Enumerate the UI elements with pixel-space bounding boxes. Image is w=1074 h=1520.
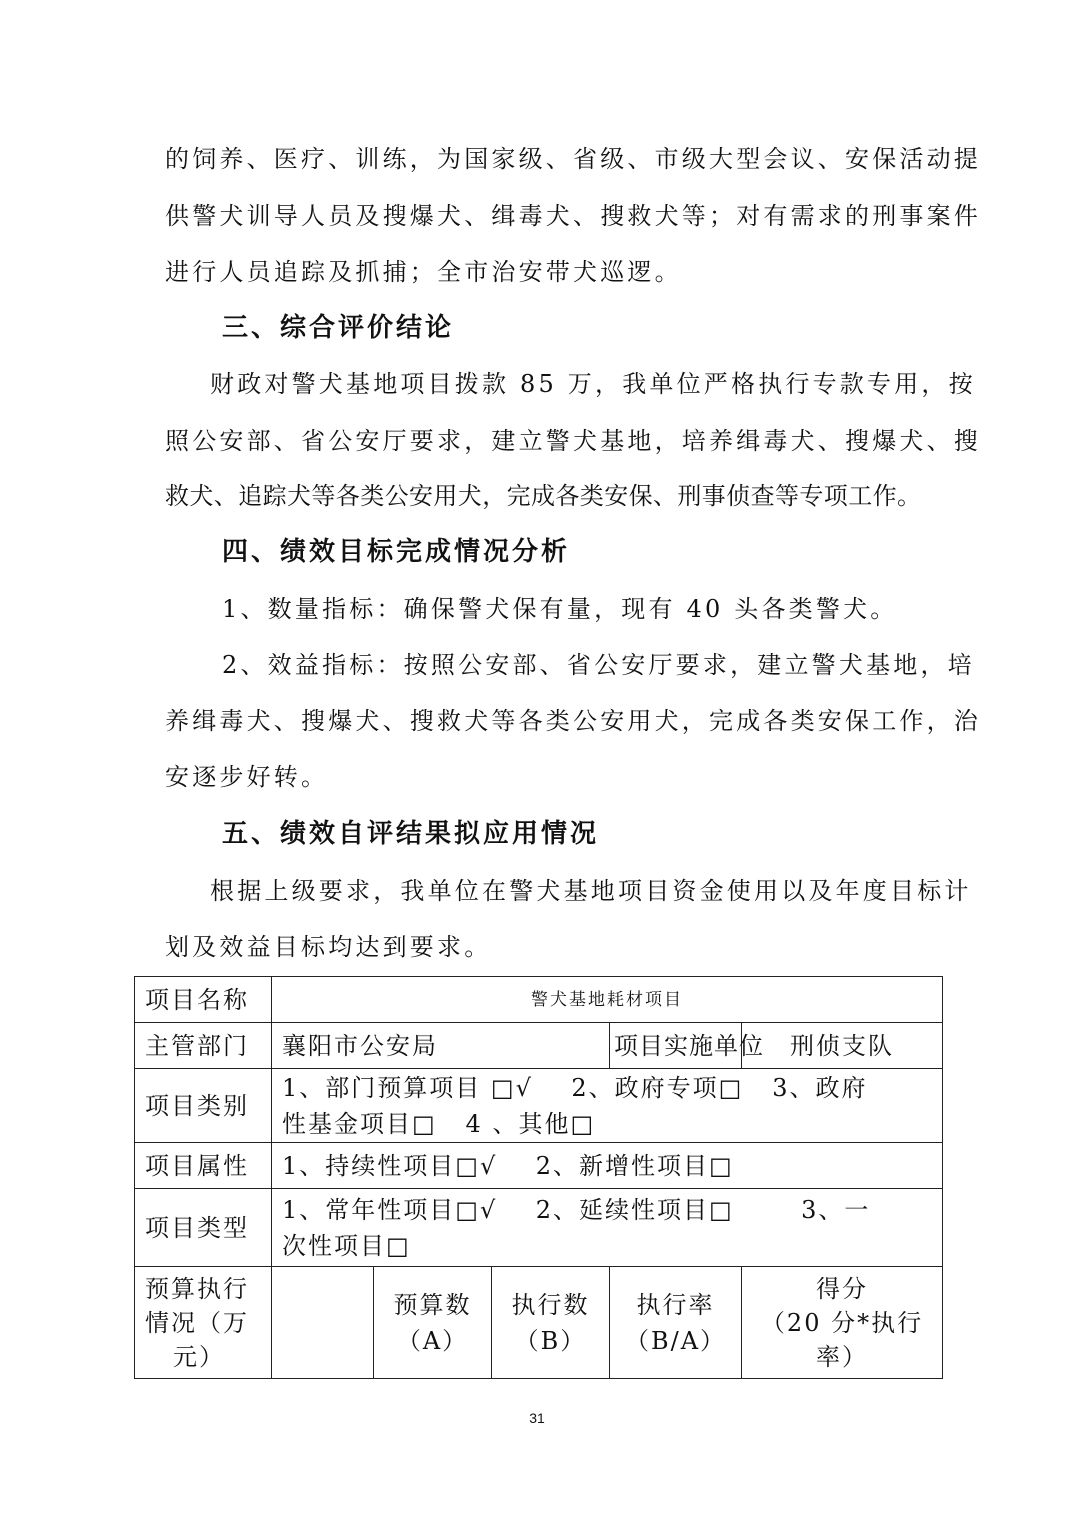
paragraph-line: 1、数量指标：确保警犬保有量，现有 40 头各类警犬。 — [222, 595, 898, 623]
header-line: （B） — [514, 1326, 587, 1355]
impl-unit-label: 项目实施单位 — [610, 1023, 742, 1069]
table-row — [135, 1069, 943, 1143]
header-line: （A） — [396, 1326, 469, 1355]
budget-execution-label — [135, 1267, 272, 1379]
paragraph-line: 财政对警犬基地项目拨款 85 万，我单位严格执行专款专用，按 — [210, 370, 976, 398]
section-heading-5: 五、绩效自评结果拟应用情况 — [222, 819, 600, 849]
impl-unit-value: 刑侦支队 — [742, 1023, 943, 1069]
project-name-label: 项目名称 — [135, 977, 272, 1023]
attribute-value: 1、持续性项目□√ 2、新增性项目□ — [272, 1143, 943, 1189]
budget-label-line: 预算执行 — [145, 1274, 249, 1303]
project-table — [134, 976, 943, 1379]
section-heading-4: 四、绩效目标完成情况分析 — [222, 537, 571, 567]
category-line: 性基金项目□ 4 、其他□ — [282, 1109, 596, 1138]
dept-value: 襄阳市公安局 — [272, 1023, 610, 1069]
empty-cell — [272, 1267, 374, 1379]
header-line: 执行率 — [636, 1290, 715, 1319]
project-name-value: 警犬基地耗材项目 — [272, 977, 943, 1023]
execution-rate-header — [610, 1267, 742, 1379]
paragraph-line: 供警犬训导人员及搜爆犬、缉毒犬、搜救犬等；对有需求的刑事案件 — [165, 202, 981, 230]
header-line: 执行数 — [511, 1290, 590, 1319]
header-line: 预算数 — [393, 1290, 472, 1319]
table-row — [135, 1023, 943, 1069]
paragraph-line: 养缉毒犬、搜爆犬、搜救犬等各类公安用犬，完成各类安保工作，治 — [165, 707, 981, 735]
dept-label: 主管部门 — [135, 1023, 272, 1069]
executed-amount-header — [492, 1267, 610, 1379]
section-heading-3: 三、综合评价结论 — [222, 313, 455, 343]
paragraph-line: 安逐步好转。 — [165, 763, 329, 791]
table-row — [135, 1189, 943, 1267]
attribute-label: 项目属性 — [135, 1143, 272, 1189]
table-row — [135, 1143, 943, 1189]
paragraph-line: 2、效益指标：按照公安部、省公安厅要求，建立警犬基地，培 — [222, 651, 975, 679]
paragraph-line: 的饲养、医疗、训练，为国家级、省级、市级大型会议、安保活动提 — [165, 145, 981, 173]
category-label: 项目类别 — [135, 1069, 272, 1143]
category-line: 1、部门预算项目 □√ 2、政府专项□ 3、政府 — [282, 1073, 868, 1102]
score-header — [742, 1267, 943, 1379]
category-value — [272, 1069, 943, 1143]
table-row — [135, 1267, 943, 1379]
paragraph-line: 根据上级要求，我单位在警犬基地项目资金使用以及年度目标计 — [210, 877, 972, 905]
type-value — [272, 1189, 943, 1267]
header-line: （20 分*执行 — [760, 1308, 924, 1337]
budget-label-line: 元） — [173, 1342, 225, 1371]
paragraph-line: 照公安部、省公安厅要求，建立警犬基地，培养缉毒犬、搜爆犬、搜 — [165, 427, 981, 455]
table-row — [135, 977, 943, 1023]
page-number: 31 — [529, 1410, 545, 1426]
budget-amount-header — [374, 1267, 492, 1379]
header-line: 率） — [816, 1342, 869, 1371]
paragraph-line: 救犬、追踪犬等各类公安用犬，完成各类安保、刑事侦查等专项工作。 — [165, 482, 922, 510]
paragraph-line: 划及效益目标均达到要求。 — [165, 933, 492, 961]
paragraph-line: 进行人员追踪及抓捕；全市治安带犬巡逻。 — [165, 258, 682, 286]
type-line: 次性项目□ — [282, 1231, 411, 1260]
type-label: 项目类型 — [135, 1189, 272, 1267]
header-line: （B/A） — [624, 1326, 727, 1355]
budget-label-line: 情况（万 — [145, 1308, 249, 1337]
type-line: 1、常年性项目□√ 2、延续性项目□ 3、一 — [282, 1195, 871, 1224]
header-line: 得分 — [816, 1274, 869, 1303]
